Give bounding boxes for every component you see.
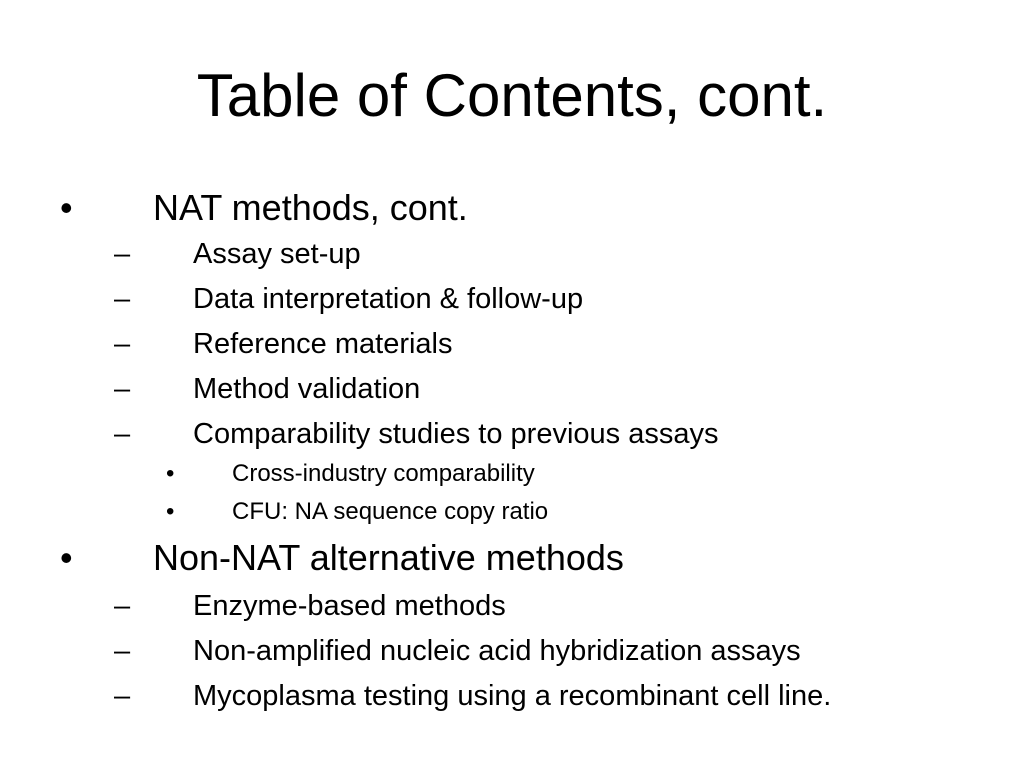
bullet-marker: • (60, 537, 73, 578)
sub-bullet-text: Mycoplasma testing using a recombinant cell line. (193, 680, 832, 712)
sub-bullet-text: Reference materials (193, 328, 453, 360)
sub-bullet-text: Non-amplified nucleic acid hybridization assays (193, 635, 801, 667)
sub-sub-bullet-text: Cross-industry comparability (232, 460, 535, 487)
dash-marker: – (114, 680, 131, 712)
slide-title: Table of Contents, cont. (196, 62, 828, 129)
bullet-text: Non-NAT alternative methods (153, 537, 624, 578)
dash-marker: – (114, 238, 131, 270)
bullet-marker: • (166, 460, 175, 487)
dash-marker: – (114, 590, 131, 622)
dash-marker: – (114, 418, 131, 450)
sub-bullet-text: Assay set-up (193, 238, 361, 270)
sub-sub-bullet-text: CFU: NA sequence copy ratio (232, 498, 549, 525)
dash-marker: – (114, 373, 131, 405)
dash-marker: – (114, 283, 131, 315)
sub-bullet-text: Method validation (193, 373, 421, 405)
sub-bullet-text: Comparability studies to previous assays (193, 418, 719, 450)
bullet-marker: • (60, 187, 73, 228)
dash-marker: – (114, 635, 131, 667)
bullet-marker: • (166, 498, 175, 525)
sub-bullet-text: Data interpretation & follow-up (193, 283, 584, 315)
sub-bullet-text: Enzyme-based methods (193, 590, 506, 622)
bullet-text: NAT methods, cont. (153, 187, 468, 228)
dash-marker: – (114, 328, 131, 360)
